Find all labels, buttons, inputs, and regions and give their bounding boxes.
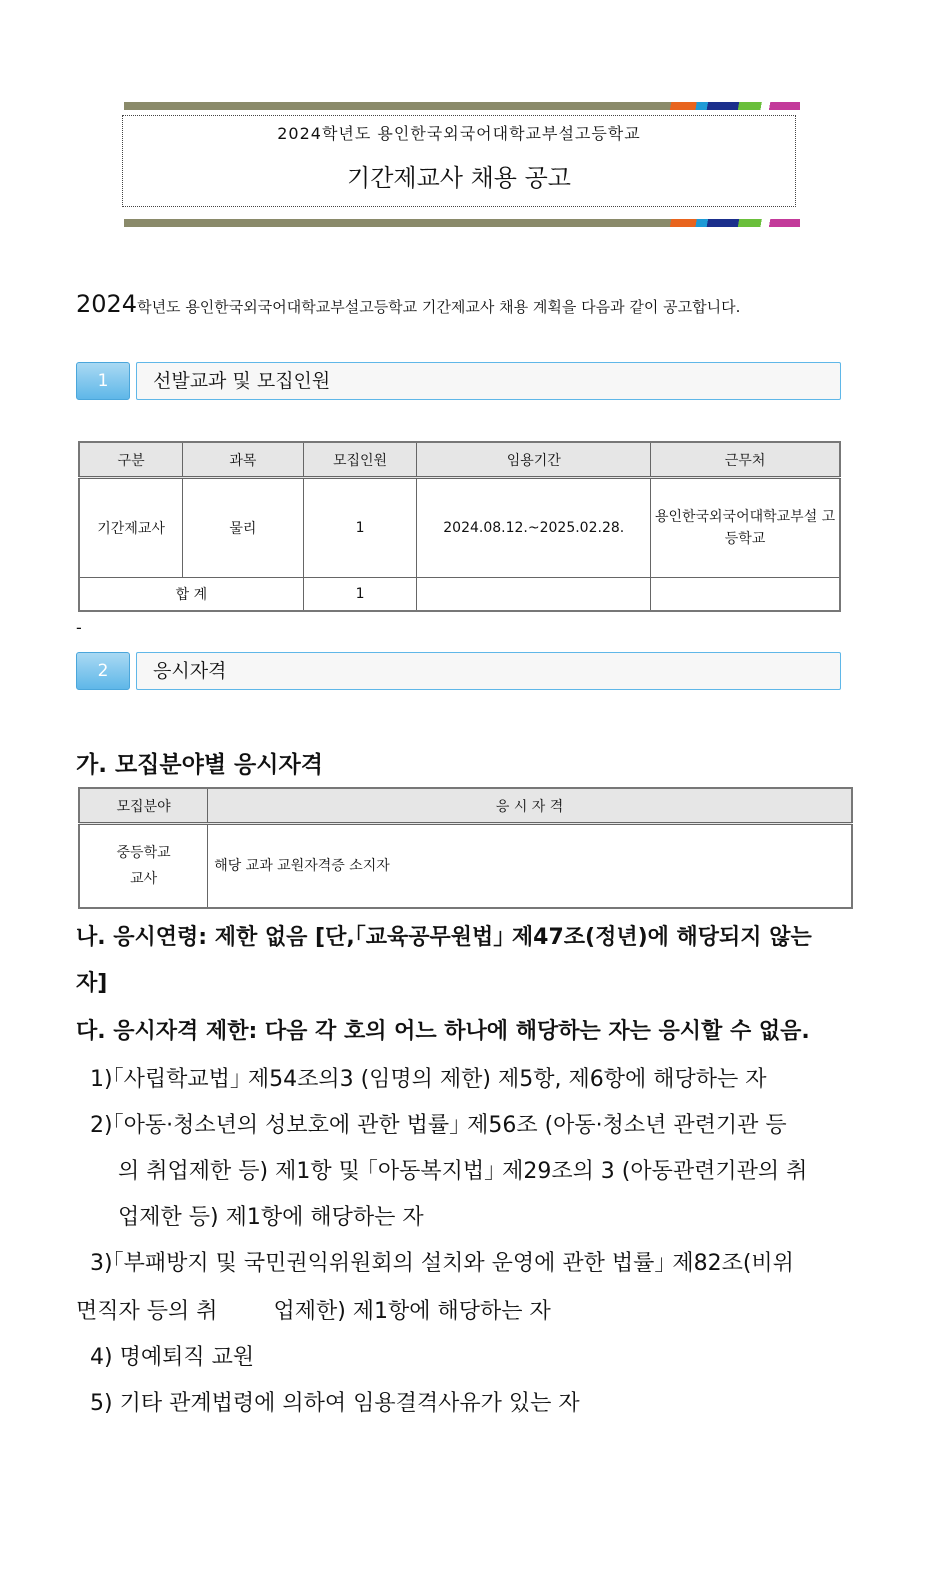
heading-na-cont: 자] [76,971,108,996]
table-cell: 물리 [183,478,304,578]
table-cell: 용인한국외국어대학교부설 고등학교 [651,478,840,578]
intro-year: 2024 [76,290,138,318]
header-stripes [660,102,800,110]
field-cell [79,824,208,909]
list-item: 업제한 등) 제1항에 해당하는 자 [118,1205,424,1230]
heading-da: 다. 응시자격 제한: 다음 각 호의 어느 하나에 해당하는 자는 응시할 수 없음. [76,1019,810,1044]
header-stripes [660,219,800,227]
intro-text [76,290,740,318]
section2-number: 2 [76,652,130,690]
qualification-cell: 해당 교과 교원자격증 소지자 [208,824,852,909]
table-row [79,824,852,909]
table-cell: 기간제교사 [79,478,183,578]
table-cell: 1 [303,478,417,578]
title-subtitle: 2024학년도 용인한국외국어대학교부설고등학교 [277,124,641,143]
heading-ga: 가. 모집분야별 응시자격 [76,752,323,778]
header-band-bottom [124,219,800,227]
header-cell: 과목 [183,442,304,478]
sum-label: 합 계 [79,578,303,612]
separator-dash: - [76,618,82,637]
header-cell: 구분 [79,442,183,478]
list-item: 5) 기타 관계법령에 의하여 임용결격사유가 있는 자 [90,1391,580,1416]
title-box [122,115,796,207]
section1-title: 선발교과 및 모집인원 [136,362,841,400]
heading-na: 나. 응시연령: 제한 없음 [단,｢교육공무원법｣ 제47조(정년)에 해당되지 않는 [76,925,812,950]
sum-value: 1 [303,578,417,612]
list-item: 의 취업제한 등) 제1항 및 ｢아동복지법｣ 제29조의 3 (아동관련기관의 취 [118,1159,808,1184]
table-cell [651,578,840,612]
header-cell: 응 시 자 격 [208,788,852,824]
table-cell [417,578,651,612]
table-row [79,478,840,578]
section2-title: 응시자격 [136,652,841,690]
field-line: 교사 [130,871,158,887]
recruitment-table [78,441,841,612]
field-line: 중등학교 [116,845,171,861]
table-header-row [79,788,852,824]
table-sum-row [79,578,840,612]
list-item: 3)｢부패방지 및 국민권익위원회의 설치와 운영에 관한 법률｣ 제82조(비위 [90,1251,794,1276]
list-item: 면직자 등의 취 업제한) 제1항에 해당하는 자 [76,1299,551,1324]
qualification-table [78,787,853,909]
list-item: 1)｢사립학교법｣ 제54조의3 (임명의 제한) 제5항, 제6항에 해당하는 자 [90,1067,767,1092]
header-cell: 모집인원 [303,442,417,478]
header-cell: 임용기간 [417,442,651,478]
list-item: 4) 명예퇴직 교원 [90,1345,255,1370]
header-cell: 모집분야 [79,788,208,824]
table-header-row [79,442,840,478]
table-cell: 2024.08.12.~2025.02.28. [417,478,651,578]
page-title: 기간제교사 채용 공고 [347,164,571,192]
header-cell: 근무처 [651,442,840,478]
section1-number: 1 [76,362,130,400]
list-item: 2)｢아동·청소년의 성보호에 관한 법률｣ 제56조 (아동·청소년 관련기관 등 [90,1113,787,1138]
header-band-top [124,102,800,110]
intro-body: 학년도 용인한국외국어대학교부설고등학교 기간제교사 채용 계획을 다음과 같이 공고합니다. [137,298,741,316]
